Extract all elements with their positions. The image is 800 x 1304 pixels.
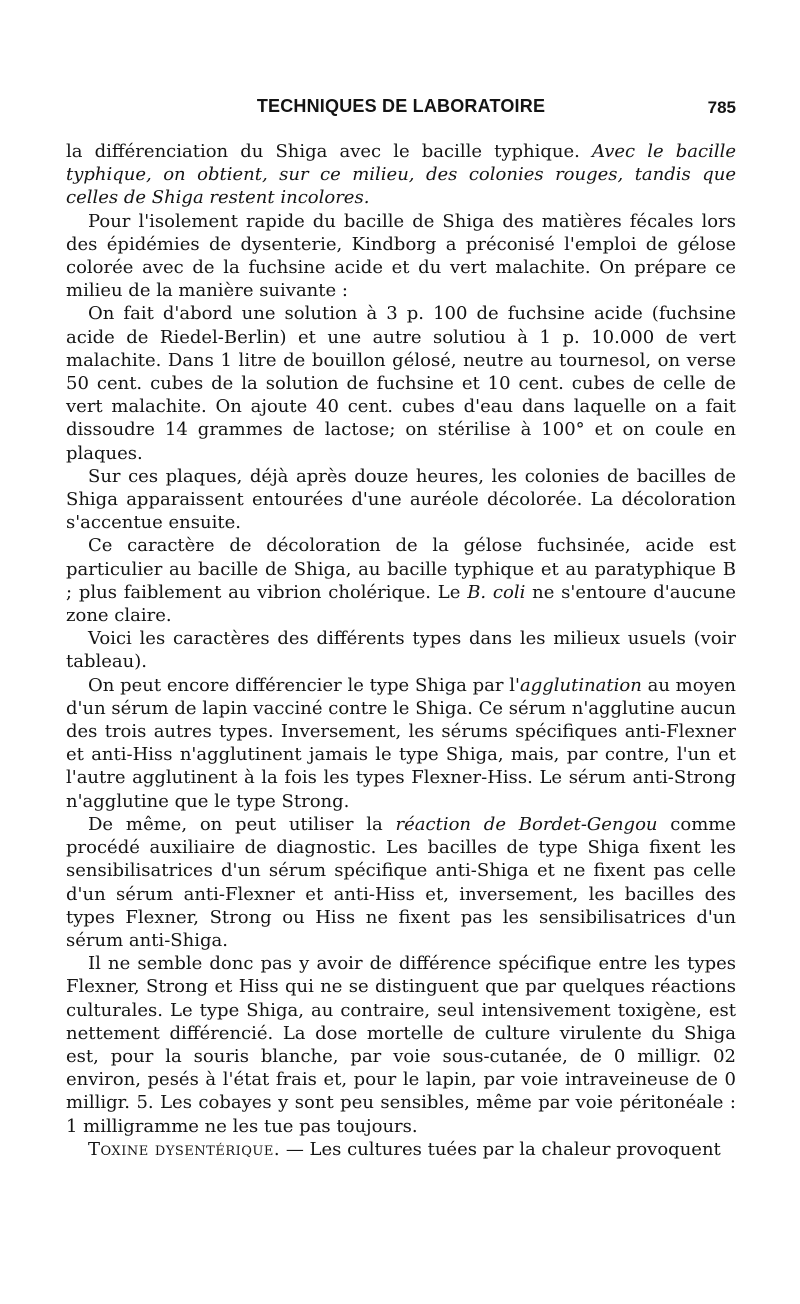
paragraph-6: Voici les caractères des différents types dans les milieux usuels (voir tableau).: [66, 628, 736, 673]
paragraph-9: Il ne semble donc pas y avoir de différence spécifique entre les types Flexner, Strong et Hiss qui ne se distinguent que par quelques réactions culturales. Le type Shiga, au contraire, seul intensivement toxigène, est nettement différencié. La dose mortelle de culture virulente du Shiga est, pour la souris blanche, par voie sous-cutanée, de 0 milligr. 02 environ, pesés à l'état frais et, pour le lapin, par voie intraveineuse de 0 milligr. 5. Les cobayes y sont peu sensibles, même par voie péritonéale : 1 milligramme ne les tue pas toujours.: [66, 953, 736, 1137]
italic-agglutination: agglutination: [519, 674, 642, 696]
paragraph-2: Pour l'isolement rapide du bacille de Shiga des matières fécales lors des épidémies de dysenterie, Kindborg a préconisé l'emploi de gélose colorée avec de la fuchsine acide et du vert malachite. On prépare ce milieu de la manière suivante :: [66, 210, 736, 302]
running-header: [66, 96, 736, 120]
running-title: TECHNIQUES DE LABORATOIRE: [256, 96, 546, 116]
body-text: [66, 140, 736, 1161]
paragraph-8: De même, on peut utiliser la réaction de Bordet-Gengou comme procédé auxiliaire de diagnostic. Les bacilles de type Shiga fixent les sensibilisatrices d'un sérum spécifique anti-Shiga et ne fixent pas celle d'un sérum anti-Flexner et anti-Hiss et, inversement, les bacilles des types Flexner, Strong ou Hiss ne fixent pas les sensibilisatrices d'un sérum anti-Shiga.: [66, 813, 736, 951]
page-number: 785: [707, 98, 736, 117]
italic-phrase: Avec le bacille typhique, on obtient, sur ce milieu, des colonies rouges, tandis que celles de Shiga restent incolores.: [66, 141, 736, 209]
italic-b-coli: B. coli: [467, 581, 526, 603]
paragraph-5: Ce caractère de décoloration de la gélose fuchsinée, acide est particulier au bacille de Shiga, au bacille typhique et au paratyphique B ; plus faiblement au vibrion cholérique. Le B. coli ne s'entoure d'aucune zone claire.: [66, 535, 737, 627]
paragraph-4: Sur ces plaques, déjà après douze heures, les colonies de bacilles de Shiga apparaissent entourées d'une auréole décolorée. La décoloration s'accentue ensuite.: [66, 465, 736, 534]
italic-bordet-gengou: réaction de Bordet-Gengou: [395, 813, 658, 835]
section-heading: Toxine dysentérique.: [88, 1138, 281, 1160]
paragraph-3: On fait d'abord une solution à 3 p. 100 de fuchsine acide (fuchsine acide de Riedel-Berlin) et une autre solutiou à 1 p. 10.000 de vert malachite. Dans 1 litre de bouillon gélosé, neutre au tournesol, on verse 50 cent. cubes de la solution de fuchsine et 10 cent. cubes de celle de vert malachite. On ajoute 40 cent. cubes d'eau dans laquelle on a fait dissoudre 14 grammes de lactose; on stérilise à 100° et on coule en plaques.: [66, 303, 736, 464]
paragraph-1: la différenciation du Shiga avec le bacille typhique. Avec le bacille typhique, on obtient, sur ce milieu, des colonies rouges, tandis que celles de Shiga restent incolores.: [66, 141, 736, 209]
paragraph-10: Toxine dysentérique. — Les cultures tuées par la chaleur provoquent: [88, 1138, 721, 1160]
paragraph-7: On peut encore différencier le type Shiga par l'agglutination au moyen d'un sérum de lapin vacciné contre le Shiga. Ce sérum n'agglutine aucun des trois autres types. Inversement, les sérums spécifiques anti-Flexner et anti-Hiss n'agglutinent jamais le type Shiga, mais, par contre, l'un et l'autre agglutinent à la fois les types Flexner-Hiss. Le sérum anti-Strong n'agglutine que le type Strong.: [66, 674, 736, 812]
